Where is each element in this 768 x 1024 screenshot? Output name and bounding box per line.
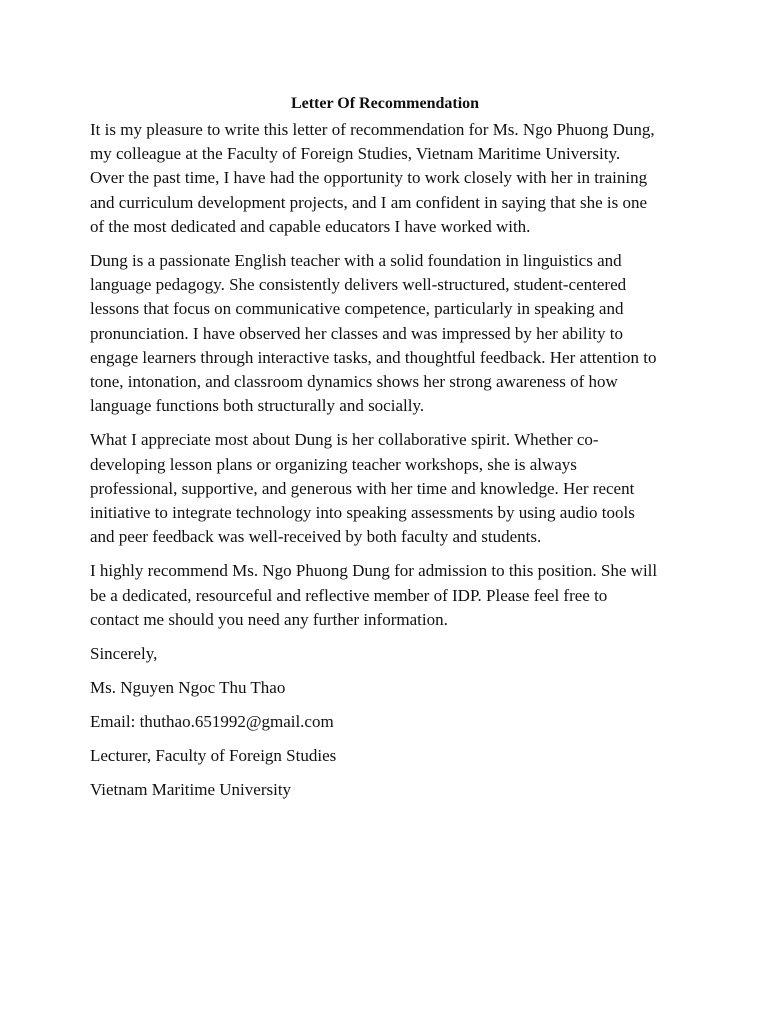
signer-email: Email: thuthao.651992@gmail.com (90, 712, 334, 732)
paragraph-intro (90, 118, 682, 239)
text-line: Dung is a passionate English teacher with a solid foundation in linguistics and (90, 251, 622, 271)
text-line: It is my pleasure to write this letter of recommendation for Ms. Ngo Phuong Dung, (90, 120, 655, 139)
text-line: contact me should you need any further information. (90, 609, 448, 629)
text-line: pronunciation. I have observed her classes and was impressed by her ability to (90, 323, 623, 343)
closing: Sincerely, (90, 644, 158, 664)
text-line: engage learners through interactive tasks, and thoughtful feedback. Her attention to (90, 347, 657, 367)
letter-title: Letter Of Recommendation (290, 95, 480, 112)
text-line: language pedagogy. She consistently delivers well-structured, student-centered (90, 275, 627, 295)
signer-position: Lecturer, Faculty of Foreign Studies (90, 746, 337, 766)
text-line: tone, intonation, and classroom dynamics shows her strong awareness of how (90, 372, 618, 392)
text-line: language functions both structurally and socially. (90, 396, 425, 416)
letter-content (90, 92, 682, 812)
paragraph-teaching (90, 249, 682, 418)
paragraph-recommendation (90, 559, 682, 632)
text-line: my colleague at the Faculty of Foreign Studies, Vietnam Maritime University. (90, 144, 621, 164)
text-line: I highly recommend Ms. Ngo Phuong Dung for admission to this position. She will (90, 561, 658, 581)
signer-institution: Vietnam Maritime University (90, 780, 292, 800)
text-line: lessons that focus on communicative competence, particularly in speaking and (90, 299, 624, 319)
text-line: What I appreciate most about Dung is her collaborative spirit. Whether co- (90, 430, 599, 450)
text-line: be a dedicated, resourceful and reflective member of IDP. Please feel free to (90, 585, 608, 605)
signer-name: Ms. Nguyen Ngoc Thu Thao (90, 678, 286, 698)
text-line: and peer feedback was well-received by both faculty and students. (90, 527, 542, 547)
text-line: and curriculum development projects, and I am confident in saying that she is one (90, 192, 648, 212)
text-line: of the most dedicated and capable educators I have worked with. (90, 216, 531, 236)
text-line: Over the past time, I have had the opportunity to work closely with her in training (90, 168, 648, 188)
text-line: developing lesson plans or organizing teacher workshops, she is always (90, 454, 577, 474)
text-line: initiative to integrate technology into speaking assessments by using audio tools (90, 503, 635, 523)
text-line: professional, supportive, and generous with her time and knowledge. Her recent (90, 478, 635, 498)
paragraph-collaboration (90, 428, 682, 549)
